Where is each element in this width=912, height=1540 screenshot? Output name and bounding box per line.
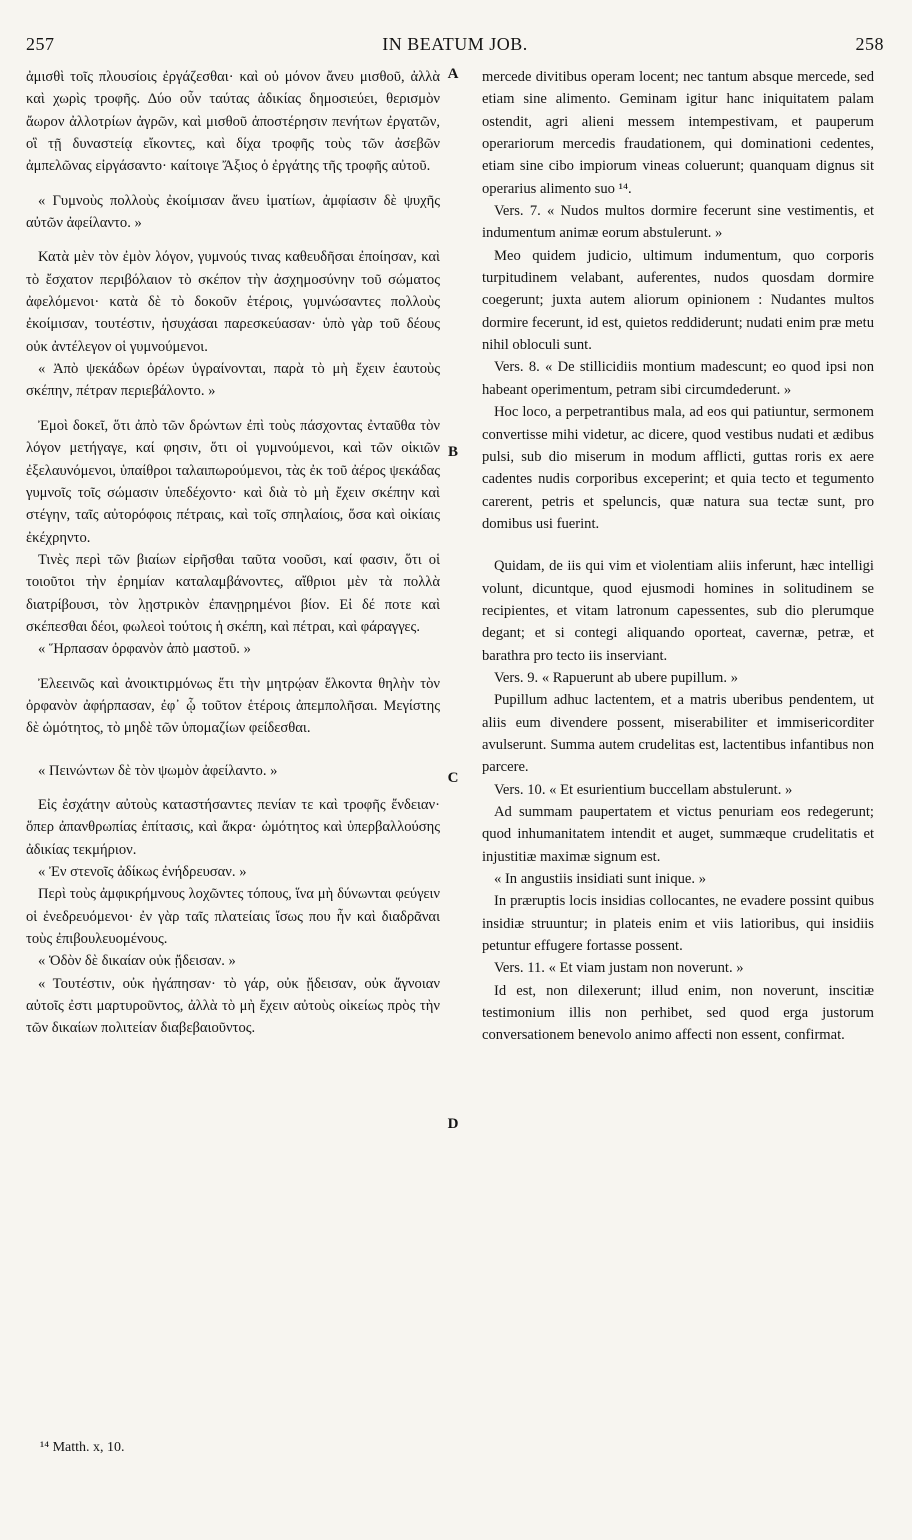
latin-paragraph: Pupillum adhuc lactentem, et a matris uberibus pendentem, ut aliis eum divendere possent, miserabiliter et immisericorditer avulserunt. Summa autem crudelitas est, lactentibus infantibus non parcere. [482, 692, 874, 776]
latin-verse: Vers. 9. « Rapuerunt ab ubere pupillum. » [494, 669, 738, 686]
margin-letter-c: C [447, 770, 459, 786]
latin-paragraph: Id est, non dilexerunt; illud enim, non noverunt, inscitiæ testimonium illis non perhibet, sed quod erga justorum conversationem benevolo animo affecti non essent, confirmat. [482, 982, 874, 1044]
latin-verse: Vers. 11. « Et viam justam non noverunt. » [494, 960, 744, 977]
greek-lemma: « Ἀπὸ ψεκάδων ὀρέων ὑγραίνονται, παρὰ τὸ μὴ ἔχειν ἑαυτοὺς σκέπην, πέτραν περιεβάλοντο. » [26, 361, 440, 400]
greek-lemma: « Ἥρπασαν ὀρφανὸν ἀπὸ μαστοῦ. » [38, 641, 251, 658]
latin-paragraph: In præruptis locis insidias collocantes, ne evadere possint quibus insidiæ struuntur; in plateis enim et viis latioribus, qui insidiis petuntur effugere fortasse possent. [482, 893, 874, 955]
latin-verse: Vers. 10. « Et esurientium buccellam abstulerunt. » [494, 781, 793, 798]
greek-paragraph: Εἰς ἐσχάτην αὐτοὺς καταστήσαντες πενίαν τε καὶ τροφῆς ἔνδειαν· ὅπερ ἀπανθρωπίας ἐπίτασις, καὶ ἄκρα· ὠμότητος καὶ ὑπερβαλλούσης ἀδικίας τεκμήριον. [26, 796, 440, 858]
greek-paragraph: Ἐλεεινῶς καὶ ἀνοικτιρμόνως ἔτι τὴν μητρῴαν ἕλκοντα θηλὴν τὸν ὀρφανὸν ἀφήρπασαν, ἐφ᾽ ᾧ τοῦτον ἑτέροις ἀπεμπολῆσαι. Μεγίστης δὲ ὠμότητος, τὸ μηδὲ τῶν ὑπομαζίων φείδεσθαι. [26, 675, 440, 737]
greek-paragraph: « Τουτέστιν, οὐκ ἠγάπησαν· τὸ γάρ, οὐκ ᾔδεισαν, οὐκ ἄγνοιαν αὐτοῖς ἐστι μαρτυροῦντος, ἀλλὰ τὸ μὴ ἔχειν αὐτοὺς οἰκείως πρὸς τὴν τῶν δικαίων πολιτείαν διαβεβαιοῦντος. [26, 975, 440, 1037]
latin-paragraph: mercede divitibus operam locent; nec tantum absque mercede, sed etiam sine alimento. Geminam igitur hanc iniquitatem palam ostendit, agri alieni messem intempestivam, et pauperum operariorum mercedis fraudationem, qui dominationi cedentes, etiam sine cibo impiorum vineas coluerunt; quanquam dignus sit operarius alimento suo ¹⁴. [482, 69, 874, 197]
running-header [26, 34, 884, 64]
latin-paragraph: Quidam, de iis qui vim et violentiam aliis inferunt, hæc intelligi volunt, dicuntque, quod ejusmodi homines in solitudinem se recipientes, et vitam latronum capessentes, sub dio plerumque degant; et si contegi aliquando oporteat, cavernæ, petræ, et barathra pro tecto iis inserviant. [482, 558, 874, 664]
latin-verse: Vers. 8. « De stillicidiis montium madescunt; eo quod ipsi non habeant operimentum, petram sibi circumdederunt. » [482, 359, 874, 398]
latin-column [482, 66, 874, 1047]
greek-paragraph: Περὶ τοὺς ἀμφικρήμνους λοχῶντες τόπους, ἵνα μὴ δύνωνται φεύγειν οἱ ἐνεδρευόμενοι· ἐν γὰρ ταῖς πλατείαις ἴσως που ἦν καὶ διαδρᾶναι τοὺς ἐπιβουλευομένους. [26, 886, 440, 948]
latin-verse: « In angustiis insidiati sunt inique. » [494, 871, 707, 888]
latin-verse: Vers. 7. « Nudos multos dormire fecerunt sine vestimentis, et indumentum animæ eorum abstulerunt. » [482, 203, 874, 242]
greek-column [26, 66, 440, 1040]
page-number-right: 258 [855, 34, 884, 54]
greek-paragraph: ἀμισθὶ τοῖς πλουσίοις ἐργάζεσθαι· καὶ οὐ μόνον ἄνευ μισθοῦ, ἀλλὰ καὶ χωρὶς τροφῆς. Δύο οὖν ταύτας ἀδικίας δημοσιεύει, θερισμὸν ἄωρον ἀλλοτρίων ἀγρῶν, καὶ μισθοῦ ἀποστέρησιν πενήτων ἐργατῶν, οἳ τῇ δυναστείᾳ εἴκοντες, καὶ δίχα τροφῆς τοὺς τῶν ἀσεβῶν ἀμπελῶνας εἰργάσαντο· καίτοιγε Ἄξιος ὁ ἐργάτης τῆς τροφῆς αὐτοῦ. [26, 69, 440, 175]
greek-lemma: « Γυμνοὺς πολλοὺς ἐκοίμισαν ἄνευ ἱματίων, ἀμφίασιν δὲ ψυχῆς αὐτῶν ἀφείλαντο. » [26, 192, 440, 232]
greek-paragraph: Ἐμοὶ δοκεῖ, ὅτι ἀπὸ τῶν δρώντων ἐπὶ τοὺς πάσχοντας ἐνταῦθα τὸν λόγον μετήγαγε, καί φησιν, ὅτι οἱ γυμνούμενοι, καὶ τῶν οἰκιῶν ἐξελαυνόμενοι, ὑπαίθροι ταλαιπωρούμενοι, τὰς ἐκ τοῦ ἀέρος ψεκάδας γυμνοῖς τοῖς σώμασιν ὑπεδέχοντο· καὶ διὰ τὸ μὴ ἔχειν σκέπην καὶ στέγην, ταῖς αὐτορόφοις πέτραις, καὶ τοῖς σπηλαίοις, ὅσα καὶ οἰκίαις ἐκέχρηντο. [26, 417, 440, 546]
page-number-left: 257 [26, 34, 55, 54]
latin-paragraph: Hoc loco, a perpetrantibus mala, ad eos qui patiuntur, sermonem convertisse mihi videtur, ac dicere, quod vestibus nudati et ædibus pulsi, sub dio miserum in modum afflicti, guttas roris ex aere cadentes nudis corporibus exceperint; et quia tecto et tegumento carerent, petris et speluncis, quæ natura sua tectæ sunt, pro domibus usi fuerint. [482, 404, 874, 532]
greek-paragraph: Κατὰ μὲν τὸν ἐμὸν λόγον, γυμνούς τινας καθευδῆσαι ἐποίησαν, καὶ τὸ ἔσχατον περιβόλαιον τὸ σκέπον τὴν ἀσχημοσύνην τοῦ σώματος ἀφελόμενοι· κατὰ δὲ τὸ δοκοῦν ἑτέροις, γυμνώσαντες πολλοὺς ἐκοίμισαν, τουτέστιν, ἡσυχάσαι παρεσκεύασαν· ὑπὸ γὰρ τοῦ δέους οὐκ ἀντέλεγον οἱ γυμνούμενοι. [26, 249, 440, 355]
latin-paragraph: Ad summam paupertatem et victus penuriam eos redegerunt; quod inhumanitatem intendit et auget, summæque crudelitatis et injustitiæ maximæ signum est. [482, 804, 874, 865]
latin-paragraph: Meo quidem judicio, ultimum indumentum, quo corporis turpitudinem velabant, auferentes, nudos quosdam dormire coegerunt; juxta autem aliorum opinionem : Nudantes multos dormire fecerunt, id est, quietos reddiderunt; nudati enim præ metu nihil obloculi sunt. [482, 247, 874, 354]
margin-letter-a: A [447, 66, 459, 82]
margin-letter-b: B [447, 444, 458, 460]
greek-lemma: « Πεινώντων δὲ τὸν ψωμὸν ἀφείλαντο. » [38, 762, 278, 779]
greek-paragraph: Τινὲς περὶ τῶν βιαίων εἰρῆσθαι ταῦτα νοοῦσι, καί φασιν, ὅτι οἱ τοιοῦτοι τὴν ἐρημίαν καταλαμβάνοντες, αἴθριοι μὲν τὰ πολλὰ διατρίβουσι, τὸν λῃστρικὸν ἐπανῃρημένοι βίον. Εἰ δέ ποτε καὶ σκέπεσθαι δέοι, φωλεοὶ τούτοις ἡ σκέπη, καὶ πέτραι, καὶ φάραγγες. [26, 551, 440, 635]
margin-letter-d: D [447, 1116, 459, 1132]
running-title: IN BEATUM JOB. [382, 34, 528, 54]
footnote: ¹⁴ Matth. x, 10. [40, 1440, 125, 1455]
greek-lemma: « Ἐν στενοῖς ἀδίκως ἐνήδρευσαν. » [38, 864, 247, 880]
greek-lemma: « Ὁδὸν δὲ δικαίαν οὐκ ᾔδεισαν. » [38, 953, 236, 970]
